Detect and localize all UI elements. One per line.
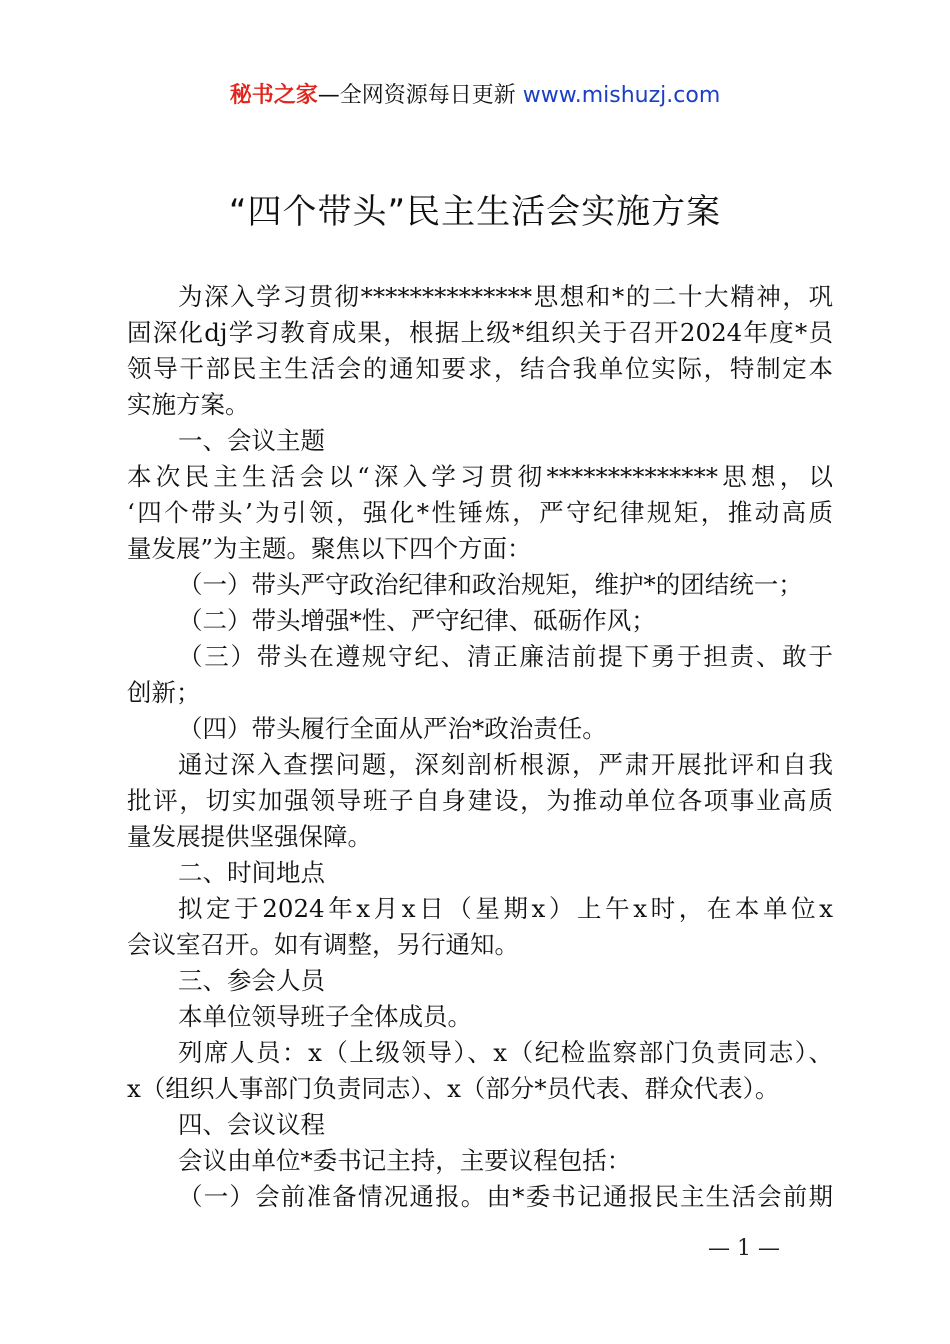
paragraph-line: 量发展”为主题。聚焦以下四个方面：: [127, 534, 532, 563]
section-heading: 四、会议议程: [178, 1110, 325, 1139]
paragraph-line: 列席人员：x（上级领导）、x（纪检监察部门负责同志）、: [178, 1038, 833, 1067]
section-heading: 一、会议主题: [178, 426, 325, 455]
paragraph-line: 固深化dj学习教育成果，根据上级*组织关于召开2024年度*员: [127, 318, 833, 347]
banner-tagline: —全网资源每日更新: [317, 83, 516, 108]
list-item: （一）带头严守政治纪律和政治规矩，维护*的团结统一；: [178, 570, 803, 599]
document-title: “四个带头”民主生活会实施方案: [228, 192, 722, 232]
paragraph-line: 批评，切实加强领导班子自身建设，为推动单位各项事业高质: [127, 786, 833, 815]
list-item: （一）会前准备情况通报。由*委书记通报民主生活会前期: [178, 1182, 833, 1211]
paragraph-line: 领导干部民主生活会的通知要求，结合我单位实际，特制定本: [127, 354, 833, 383]
list-item-continuation: 创新；: [127, 678, 201, 707]
paragraph-line: 拟定于2024年x月x日（星期x）上午x时，在本单位x: [178, 894, 833, 923]
list-item: （三）带头在遵规守纪、清正廉洁前提下勇于担责、敢于: [178, 642, 833, 671]
paragraph-line: 本次民主生活会以“深入学习贯彻**************思想，以: [127, 462, 833, 491]
paragraph-line: 会议由单位*委书记主持，主要议程包括：: [178, 1146, 632, 1175]
document-body: [127, 279, 833, 1215]
paragraph-line: 本单位领导班子全体成员。: [178, 1002, 472, 1031]
paragraph-line: ‘四个带头’为引领，强化*性锤炼，严守纪律规矩，推动高质: [127, 498, 833, 527]
paragraph-line: 会议室召开。如有调整，另行通知。: [127, 930, 519, 959]
paragraph-line: 通过深入查摆问题，深刻剖析根源，严肃开展批评和自我: [178, 750, 833, 779]
list-item: （四）带头履行全面从严治*政治责任。: [178, 714, 607, 743]
paragraph-line: 量发展提供坚强保障。: [127, 822, 372, 851]
page-number: — 1 —: [708, 1236, 780, 1261]
list-item: （二）带头增强*性、严守纪律、砥砺作风；: [178, 606, 656, 635]
paragraph-line: x（组织人事部门负责同志）、x（部分*员代表、群众代表）。: [127, 1074, 780, 1103]
section-heading: 二、时间地点: [178, 858, 325, 887]
paragraph-line: 实施方案。: [127, 390, 250, 419]
paragraph-line: 为深入学习贯彻**************思想和*的二十大精神，巩: [178, 282, 833, 311]
section-heading: 三、参会人员: [178, 966, 325, 995]
site-url[interactable]: www.mishuzj.com: [522, 83, 721, 108]
site-banner: [0, 80, 950, 112]
brand-name: 秘书之家: [229, 83, 318, 108]
